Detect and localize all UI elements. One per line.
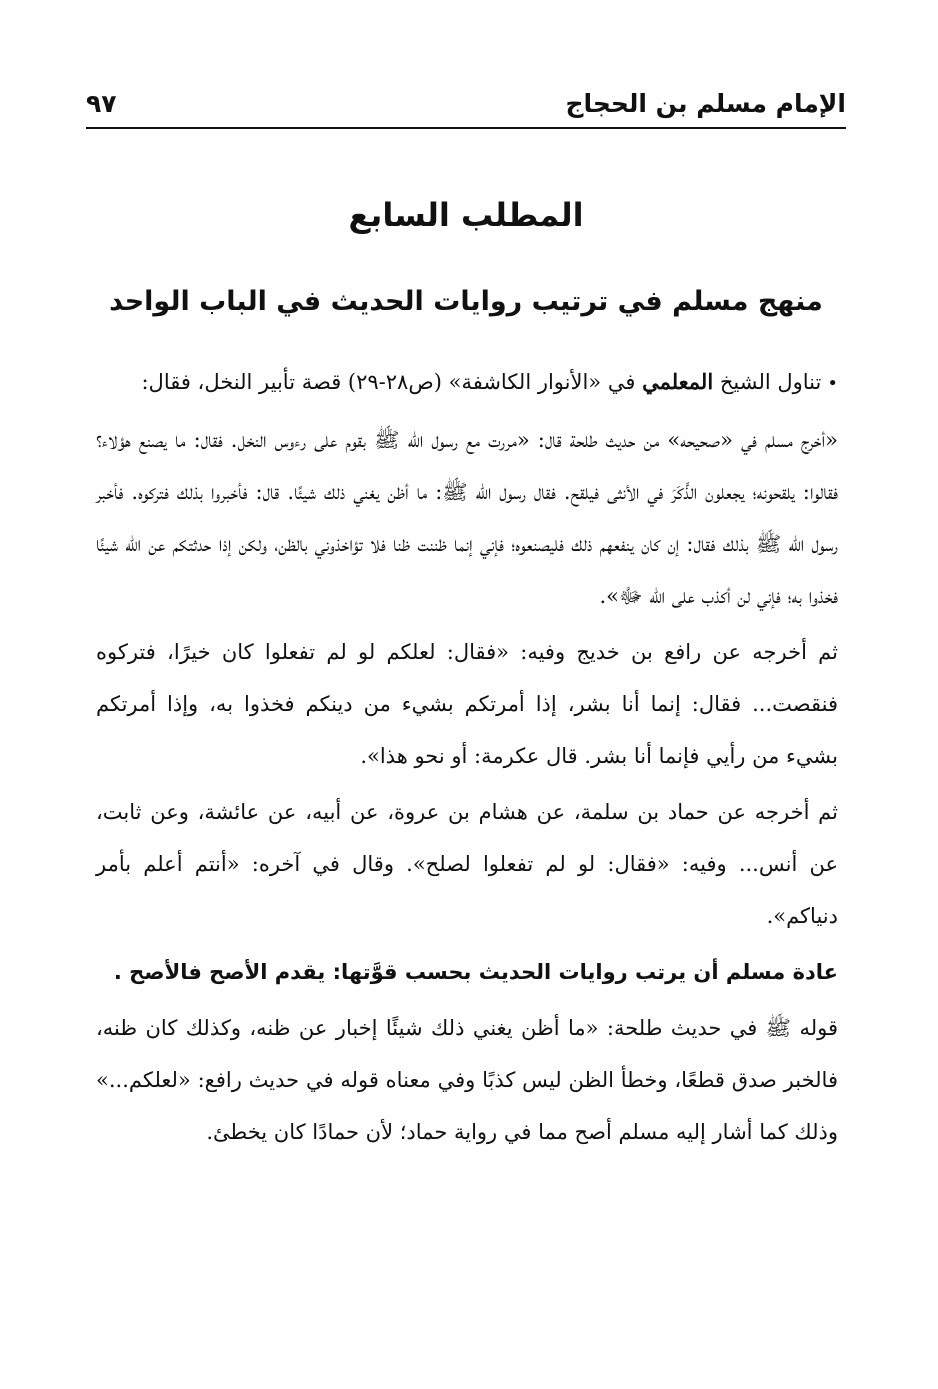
paragraph-rafi-hadith: ثم أخرجه عن رافع بن خديج وفيه: «فقال: لعلكم لو لم تفعلوا كان خيرًا، فتركوه فنقصت... فقال: إنما أنا بشر، إذا أمرتكم بشيء من دينكم فخذوا به، وإذا أمرتكم بشيء من رأيي فإنما أنا بشر. قال عكرمة: أو نحو هذا». <box>96 640 838 768</box>
section-title: المطلب السابع <box>348 196 584 234</box>
scholar-name: المعلمي <box>642 369 714 394</box>
intro-text-before: تناول الشيخ <box>713 370 822 394</box>
paragraph-talha-hadith: «أخرج مسلم في «صحيحه» من حديث طلحة قال: «مررت مع رسول الله ﷺ بقوم على رءوس النخل. فقال: ما يصنع هؤلاء؟ فقالوا: يلقحونه؛ يجعلون الذَّكَرَ في الأنثى فيلقح. فقال رسول الله ﷺ: ما أظن يغني ذلك شيئًا. قال: فأخبروا بذلك فتركوه. فأخبر رسول الله ﷺ بذلك فقال: إن كان ينفعهم ذلك فليصنعوه؛ فإني إنما ظننت ظنا فلا تؤاخذوني بالظن، ولكن إذا حدثتكم عن الله شيئًا فخذوا به؛ فإني لن أكذب على الله ﷻ». <box>96 428 838 608</box>
intro-text-after: في «الأنوار الكاشفة» (ص٢٨-٢٩) قصة تأبير النخل، فقال: <box>141 370 643 394</box>
header-divider <box>86 127 846 129</box>
paragraph-conclusion: قوله ﷺ في حديث طلحة: «ما أظن يغني ذلك شيئًا إخبار عن ظنه، وكذلك كان ظنه، فالخبر صدق قطعًا، وخطأ الظن ليس كذبًا وفي معناه قوله في حديث رافع: «لعلكم...» وذلك كما أشار إليه مسلم أصح مما في رواية حماد؛ لأن حمادًا كان يخطئ. <box>96 1016 838 1144</box>
bullet-icon: • <box>827 373 838 394</box>
book-title: الإمام مسلم بن الحجاج <box>565 88 846 118</box>
page-number: ٩٧ <box>86 88 117 118</box>
body-text <box>96 356 838 1162</box>
section-subtitle: منهج مسلم في ترتيب روايات الحديث في الباب الواحد <box>109 286 823 317</box>
subheading-muslim-method: عادة مسلم أن يرتب روايات الحديث بحسب قوَّتها: يقدم الأصح فالأصح . <box>113 960 838 984</box>
paragraph-intro <box>96 356 838 410</box>
paragraph-hammad-hadith: ثم أخرجه عن حماد بن سلمة، عن هشام بن عروة، عن أبيه، عن عائشة، وعن ثابت، عن أنس... وفيه: «فقال: لو لم تفعلوا لصلح». وقال في آخره: «أنتم أعلم بأمر دنياكم». <box>96 800 838 928</box>
running-header <box>86 82 846 124</box>
